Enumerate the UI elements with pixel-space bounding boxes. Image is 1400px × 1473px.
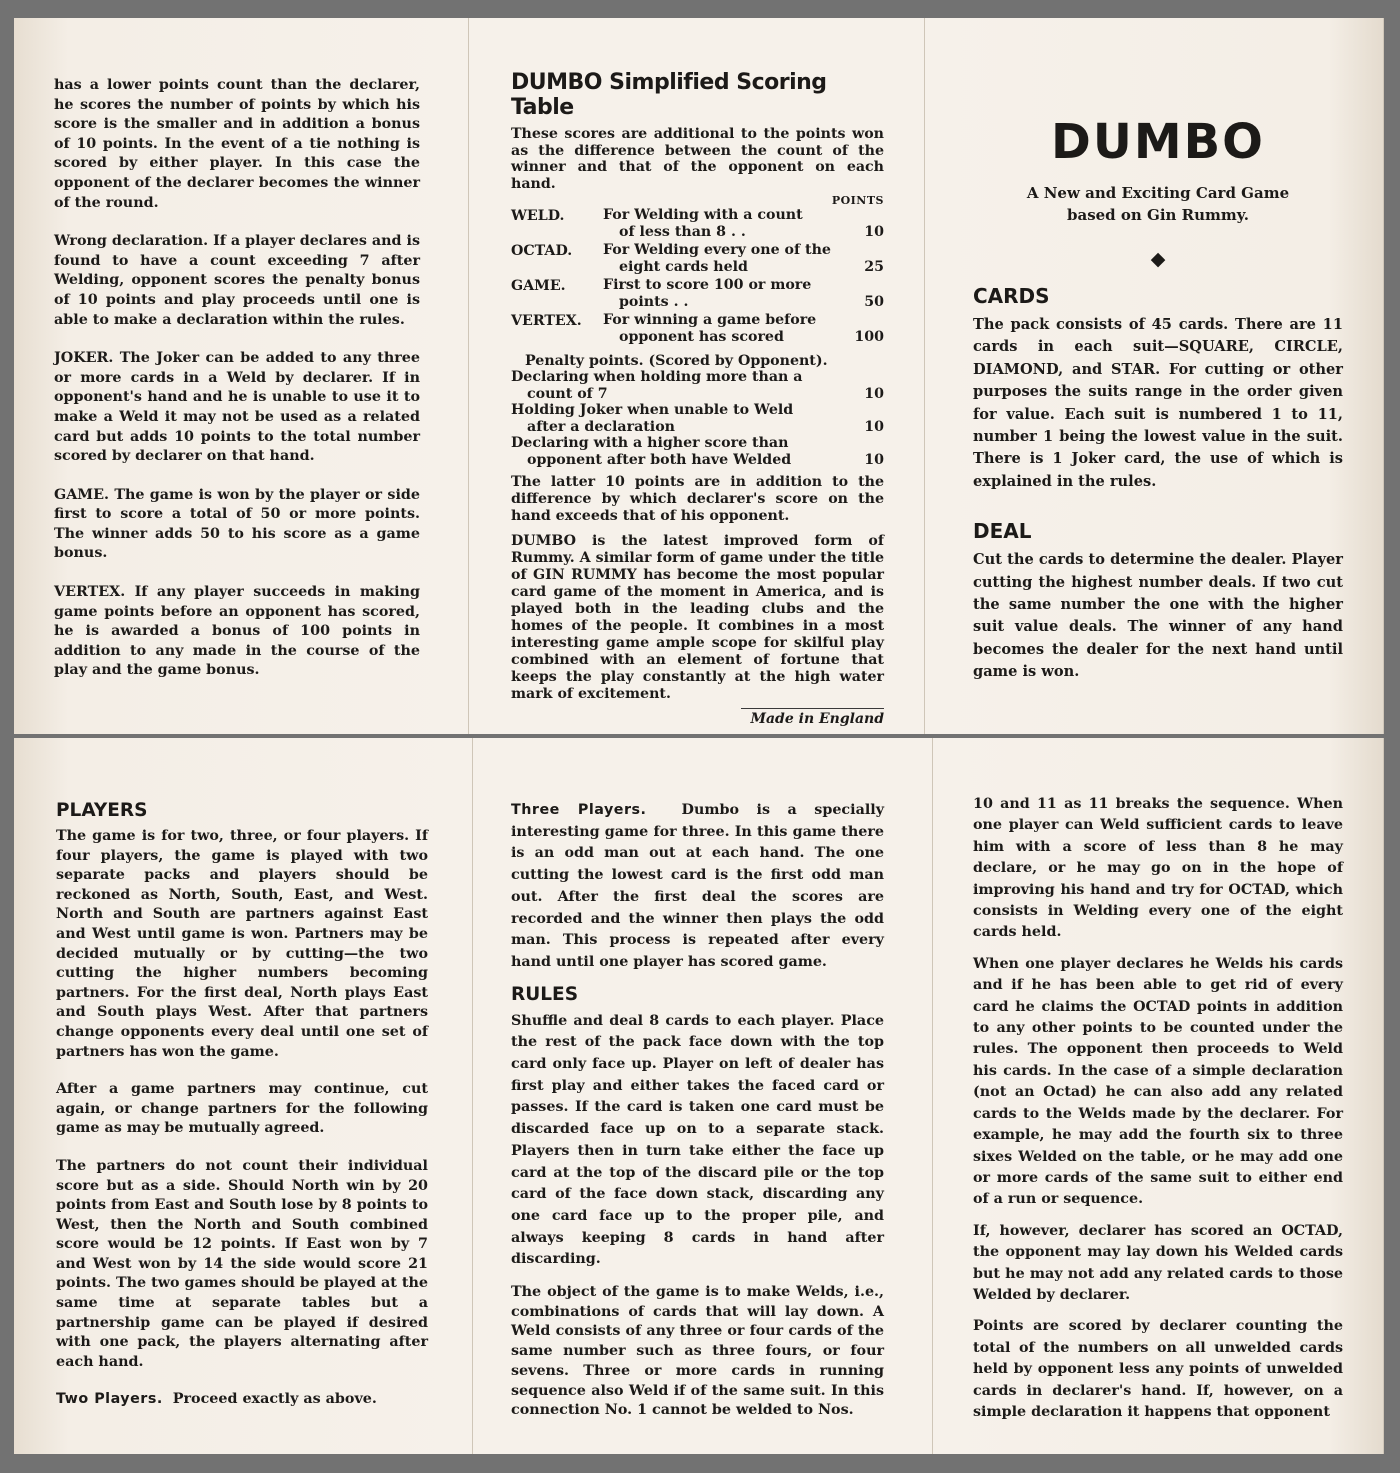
penalty-description: Declaring when holding more than a count of 7 bbox=[511, 369, 803, 402]
scoring-points: 50 bbox=[864, 293, 884, 310]
rules-heading: RULES bbox=[511, 983, 579, 1005]
paragraph-sequence: 10 and 11 as 11 breaks the sequence. When one player can Weld sufficient cards to leave him with a score of less than 8 he may declare, or he may go on in the hope of improving his hand and try for OCTAD, which consists in Welding every one of the eight cards held. bbox=[973, 796, 1343, 941]
players-heading: PLAYERS bbox=[56, 800, 148, 821]
scoring-row bbox=[511, 312, 884, 347]
scoring-description: For winning a game before opponent has scored bbox=[603, 312, 817, 345]
scoring-description: For Welding with a count of less than 8 . . bbox=[603, 207, 803, 240]
three-players-lead: Three Players. bbox=[511, 802, 647, 818]
top-panel-scoring-table bbox=[469, 18, 925, 734]
penalty-description: Declaring with a higher score than opponent after both have Welded bbox=[511, 435, 792, 468]
diamond-icon: ◆ bbox=[1150, 248, 1166, 270]
points-column-header: POINTS bbox=[831, 194, 884, 207]
bottom-leaflet bbox=[14, 738, 1384, 1454]
two-players-text: Proceed exactly as above. bbox=[172, 1391, 377, 1408]
penalty-points: 10 bbox=[864, 385, 884, 402]
about-dumbo: DUMBO is the latest improved form of Rummy. A similar form of game under the title of GIN RUMMY has become the most popular card game of the moment in America, and is played both in the leading clubs and the homes of the people. It combines in a most interesting game ample scope for skilful play combined with an element of fortune that keeps the play constantly at the high water mark of excitement. bbox=[511, 533, 884, 702]
made-in-england: Made in England bbox=[750, 711, 884, 727]
scoring-term: VERTEX. bbox=[511, 313, 582, 329]
penalty-row bbox=[511, 402, 884, 435]
bottom-panel-rules bbox=[473, 738, 933, 1454]
game-title: DUMBO bbox=[1051, 114, 1265, 170]
scoring-description: For Welding every one of the eight cards held bbox=[603, 242, 831, 275]
scoring-term: OCTAD. bbox=[511, 243, 573, 259]
paragraph-points-scored: Points are scored by declarer counting the total of the numbers on all unwelded cards held by opponent less any points of unwelded cards in declarer's hand. If, however, on a simple declaration it happens that opponent bbox=[973, 1318, 1343, 1420]
scoring-intro: These scores are additional to the points won as the difference between the count of the winner and that of the opponent on each hand. bbox=[511, 126, 884, 192]
top-panel-cover bbox=[925, 18, 1384, 734]
paragraph-three-players bbox=[511, 800, 884, 974]
scoring-term: GAME. bbox=[511, 278, 566, 294]
scoring-row bbox=[511, 207, 884, 242]
subtitle-line-1: A New and Exciting Card Game bbox=[1026, 184, 1290, 202]
paragraph-vertex: VERTEX. If any player succeeds in making game points before an opponent has scored, he is awarded a bonus of 100 points in addition to any made in the course of the play and the game bonus. bbox=[54, 584, 420, 679]
scoring-points: 100 bbox=[854, 328, 884, 345]
penalty-row bbox=[511, 435, 884, 468]
three-players-text: Dumbo is a specially interesting game for three. In this game there is an odd man out at each hand. The one cutting the lowest card is the first odd man out. After the first deal the scores are recorded and the winner then plays the odd man. This process is repeated after every hand until one player has scored game. bbox=[511, 802, 885, 970]
scoring-points: 25 bbox=[864, 258, 884, 275]
paragraph-tie-scoring: has a lower points count than the declarer, he scores the number of points by which his score is the smaller and in addition a bonus of 10 points. In the event of a tie nothing is scored by either player. In this case the opponent of the declarer becomes the winner of the round. bbox=[54, 77, 420, 211]
paragraph-object: The object of the game is to make Welds, i.e., combinations of cards that will lay down. A Weld consists of any three or four cards of the same number such as three fours, or four sevens. Three or more cards in running sequence also Weld if of the same suit. In this connection No. 1 cannot be welded to Nos. bbox=[511, 1284, 884, 1419]
deal-heading: DEAL bbox=[973, 519, 1032, 544]
two-players-lead: Two Players. bbox=[56, 1391, 163, 1408]
penalty-table bbox=[511, 369, 884, 468]
penalty-row bbox=[511, 369, 884, 402]
scoring-table bbox=[511, 207, 884, 347]
scoring-description: First to score 100 or more points . . bbox=[603, 277, 812, 310]
paragraph-declare-welds: When one player declares he Welds his cards and if he has been able to get rid of every card he claims the OCTAD points in addition to any other points to be counted under the rules. The opponent then proceeds to Weld his cards. In the case of a simple declaration (not an Octad) he can also add any related cards to the Welds made by the declarer. For example, he may add the fourth six to three sixes Welded on the table, or he may add one or more cards of the same suit to either end of a run or sequence. bbox=[973, 955, 1343, 1208]
scoring-points: 10 bbox=[864, 223, 884, 240]
bottom-panel-players bbox=[14, 738, 473, 1454]
cards-heading: CARDS bbox=[973, 284, 1050, 308]
paragraph-players: The game is for two, three, or four players. If four players, the game is played with two separate packs and players should be reckoned as North, South, East, and West. North and South are partners against East and West until game is won. Partners may be decided mutually or by cutting—the two cutting the higher numbers becoming partners. For the first deal, North plays East and South plays West. After that partners change opponents every deal until one set of partners has won the game. bbox=[56, 828, 428, 1060]
paragraph-partners: After a game partners may continue, cut again, or change partners for the following game as may be mutually agreed. bbox=[56, 1081, 428, 1137]
divider-line bbox=[741, 708, 884, 709]
scoring-term: WELD. bbox=[511, 208, 565, 224]
scoring-table-title: DUMBO Simplified Scoring Table bbox=[511, 70, 827, 120]
penalty-header: Penalty points. (Scored by Opponent). bbox=[525, 353, 828, 369]
penalty-description: Holding Joker when unable to Weld after a declaration bbox=[511, 402, 794, 435]
paragraph-game: GAME. The game is won by the player or side first to score a total of 50 or more points. The winner adds 50 to his score as a game bonus. bbox=[54, 486, 420, 562]
paragraph-wrong-declaration: Wrong declaration. If a player declares and is found to have a count exceeding 7 after Welding, opponent scores the penalty bonus of 10 points and play proceeds until one is able to make a declaration within the rules. bbox=[54, 233, 420, 328]
paragraph-joker: JOKER. The Joker can be added to any three or more cards in a Weld by declarer. If in opponent's hand and he is unable to use it to make a Weld it may not be used as a related card but adds 10 points to the total number scored by declarer on that hand. bbox=[54, 350, 420, 465]
latter-points-note: The latter 10 points are in addition to the difference by which declarer's score on the hand exceeds that of his opponent. bbox=[511, 474, 884, 524]
paragraph-side-scoring: The partners do not count their individual score but as a side. Should North win by 20 points from East and South lose by 8 points to West, then the North and South combined score would be 12 points. If East won by 7 and West won by 14 the side would score 21 points. The two games should be played at the same time at separate tables but a partnership game can be played if desired with one pack, the players alternating after each hand. bbox=[56, 1157, 428, 1370]
scoring-row bbox=[511, 277, 884, 312]
penalty-points: 10 bbox=[864, 418, 884, 435]
cards-text: The pack consists of 45 cards. There are 11 cards in each suit—SQUARE, CIRCLE, DIAMOND, and STAR. For cutting or other purposes the suits range in the order given for value. Each suit is numbered 1 to 11, number 1 being the lowest value in the suit. There is 1 Joker card, the use of which is explained in the rules. bbox=[973, 316, 1343, 490]
scoring-row bbox=[511, 242, 884, 277]
paragraph-two-players bbox=[56, 1390, 428, 1410]
bottom-panel-declaring bbox=[933, 738, 1384, 1454]
penalty-points: 10 bbox=[864, 451, 884, 468]
top-panel-rules-continued bbox=[14, 18, 469, 734]
paragraph-octad-scored: If, however, declarer has scored an OCTAD, the opponent may lay down his Welded cards but he may not add any related cards to those Welded by declarer. bbox=[973, 1222, 1343, 1303]
paragraph-rules: Shuffle and deal 8 cards to each player. Place the rest of the pack face down with the top card only face up. Player on left of dealer has first play and either takes the faced card or passes. If the card is taken one card must be discarded face up on to a separate stack. Players then in turn take either the face up card at the top of the discard pile or the top card of the face down stack, discarding any one card face up to the proper pile, and always keeping 8 cards in hand after discarding. bbox=[511, 1012, 884, 1268]
top-leaflet bbox=[14, 18, 1384, 734]
subtitle-line-2: based on Gin Rummy. bbox=[1066, 206, 1249, 224]
deal-text: Cut the cards to determine the dealer. Player cutting the highest number deals. If two cut the same number the one with the higher suit value deals. The winner of any hand becomes the dealer for the next hand until game is won. bbox=[973, 551, 1343, 681]
